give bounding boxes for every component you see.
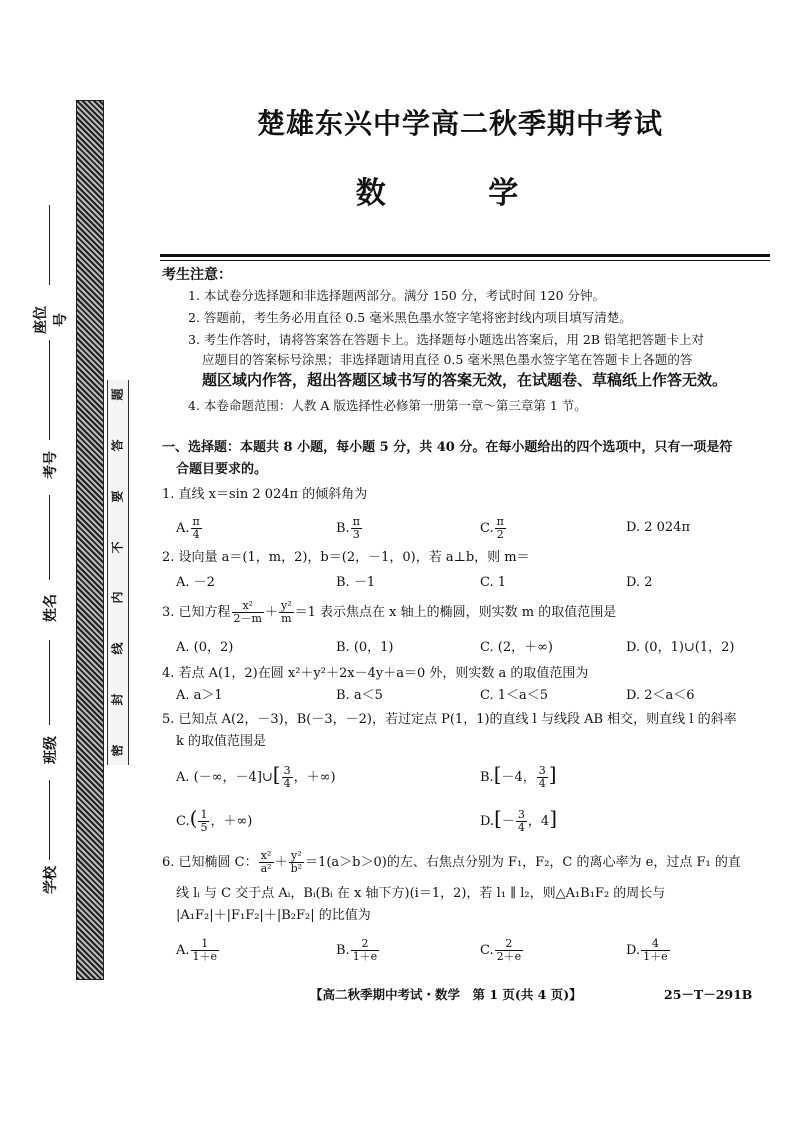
q3-option-b: B. (0，1) xyxy=(336,640,394,655)
numerator: 2 xyxy=(495,938,524,951)
option-text: ，＋∞) xyxy=(210,814,253,829)
fraction xyxy=(259,850,274,875)
q4-option-d: D. 2＜a＜6 xyxy=(626,688,695,703)
q4-option-b: B. a＜5 xyxy=(336,688,383,703)
q4-option-a: A. a＞1 xyxy=(176,688,223,703)
header-rule-thin xyxy=(160,260,770,261)
denominator: 4 xyxy=(538,777,546,790)
q6-option-c xyxy=(480,938,524,963)
denominator: a² xyxy=(260,862,272,875)
seal-char: 封 xyxy=(110,693,125,706)
seal-text xyxy=(107,380,127,765)
section-1-header-cont: 合题目要求的。 xyxy=(176,462,268,477)
q5-option-b: B.[－4， $\frac{3}{4}$ ] xyxy=(480,762,557,790)
option-label: D. xyxy=(626,943,641,958)
note-3-emphasis: 题区域内作答，超出答题区域书写的答案无效，在试题卷、草稿纸上作答无效。 xyxy=(202,371,728,389)
q3-option-a: A. (0，2) xyxy=(176,640,234,655)
numerator: 3 xyxy=(517,808,525,821)
fraction xyxy=(495,516,506,541)
denominator: m xyxy=(281,612,292,625)
fraction xyxy=(641,938,670,963)
q1-stem: 1. 直线 x＝sin 2 024π 的倾斜角为 xyxy=(162,487,368,502)
q2-option-a: A. －2 xyxy=(176,575,215,590)
option-text: ，4 xyxy=(527,814,550,829)
denominator: 2－m xyxy=(233,612,262,625)
note-4: 4. 本卷命题范围：人教 A 版选择性必修第一册第一章～第三章第 1 节。 xyxy=(188,398,587,413)
option-label: C. xyxy=(480,943,494,958)
option-label: A. xyxy=(176,521,190,536)
plus-sign: ＋ xyxy=(264,605,278,620)
q6-stem-line3: |A₁F₂|＋|F₁F₂|＋|B₂F₂| 的比值为 xyxy=(176,908,371,923)
q4-stem: 4. 若点 A(1，2)在圆 x²＋y²＋2x－4y＋a＝0 外，则实数 a 的取值范围为 xyxy=(162,666,589,681)
denominator: 1＋e xyxy=(352,950,378,963)
q3-option-d: D. (0，1)∪(1，2) xyxy=(626,640,735,655)
fraction xyxy=(232,600,264,625)
option-label: C. xyxy=(176,814,190,829)
q1-option-c xyxy=(480,516,507,541)
q6-option-a xyxy=(176,938,220,963)
seal-char: 答 xyxy=(110,439,125,452)
q4-option-c: C. 1＜a＜5 xyxy=(480,688,549,703)
subject-title: 数 学 xyxy=(355,176,565,211)
seat-number-label: 座位号 xyxy=(33,306,69,334)
seat-line xyxy=(49,205,50,285)
q3-stem xyxy=(162,600,616,625)
denominator: 3 xyxy=(352,528,360,541)
seal-char: 线 xyxy=(110,642,125,655)
q1-option-d: D. 2 024π xyxy=(626,520,690,535)
q6-option-d xyxy=(626,938,671,963)
q6-option-b xyxy=(336,938,380,963)
note-2: 2. 答题前，考生务必用直径 0.5 毫米黑色墨水签字笔将密封线内项目填写清楚。 xyxy=(188,310,632,325)
q6-stem-post: ＝1(a＞b＞0)的左、右焦点分别为 F₁，F₂，C 的离心率为 e，过点 F₁ 的直 xyxy=(305,855,741,870)
fraction xyxy=(351,516,362,541)
seal-char: 密 xyxy=(110,744,125,757)
option-text: － xyxy=(501,814,515,829)
numerator: x² xyxy=(259,850,274,863)
q2-option-c: C. 1 xyxy=(480,575,507,590)
class-line xyxy=(49,640,50,725)
paper-code: 25－T－291B xyxy=(664,987,753,1002)
fraction xyxy=(495,938,524,963)
seal-char: 题 xyxy=(110,388,125,401)
numerator: y² xyxy=(281,599,292,612)
seal-char: 内 xyxy=(110,591,125,604)
option-label: B. xyxy=(480,770,494,785)
fraction xyxy=(191,938,220,963)
option-text: A. (－∞，－4]∪ xyxy=(176,770,273,785)
fraction xyxy=(198,809,209,834)
q5-option-c: C.( $\frac{1}{5}$ ，＋∞) xyxy=(176,806,253,834)
option-label: C. xyxy=(480,521,494,536)
name-line xyxy=(49,495,50,580)
q3-stem-pre: 3. 已知方程 xyxy=(162,605,231,620)
school-line xyxy=(49,780,50,860)
seal-char: 要 xyxy=(110,490,125,503)
exam-number-line xyxy=(49,340,50,440)
q3-option-c: C. (2，＋∞) xyxy=(480,640,553,655)
section-1-header: 一、选择题：本题共 8 小题，每小题 5 分，共 40 分。在每小题给出的四个选项中，只有一项是符 xyxy=(162,440,733,455)
page-footer: 【高二秋季期中考试・数学 第 1 页(共 4 页)】 xyxy=(310,987,582,1002)
denominator: 5 xyxy=(200,821,208,834)
numerator: 1 xyxy=(200,808,208,821)
numerator: 1 xyxy=(191,938,220,951)
name-label: 姓名 xyxy=(43,594,59,622)
note-1: 1. 本试卷分选择题和非选择题两部分。满分 150 分，考试时间 120 分钟。 xyxy=(188,288,606,303)
fraction xyxy=(191,516,202,541)
numerator: x² xyxy=(232,600,264,613)
q2-stem: 2. 设向量 a＝(1，m，2)，b＝(2，－1，0)，若 a⊥b，则 m＝ xyxy=(162,550,530,565)
q1-option-b xyxy=(336,516,363,541)
numerator: π xyxy=(496,515,504,528)
q1-option-a xyxy=(176,516,203,541)
denominator: 2 xyxy=(496,528,504,541)
denominator: b² xyxy=(290,862,303,875)
denominator: 1＋e xyxy=(643,950,668,963)
denominator: 4 xyxy=(517,821,525,834)
option-label: D. xyxy=(480,814,495,829)
option-label: B. xyxy=(336,943,350,958)
option-label: A. xyxy=(176,943,190,958)
option-label: B. xyxy=(336,521,350,536)
header-rule xyxy=(160,254,770,257)
q6-stem: 6. 已知椭圆 C： $\frac{\text{x²}}{\text{a²}}$ ＋ $\frac{\text{y²}}{\text{b²}}$ ＝1(a＞b＞0)的左、右焦点分别为 F₁，F₂，C 的离心率为 e，过点 F₁ 的直 xyxy=(162,849,741,875)
fraction xyxy=(351,938,380,963)
note-3: 3. 考生作答时，请将答案答在答题卡上。选择题每小题选出答案后，用 2B 铅笔把答题卡上对 xyxy=(188,332,704,347)
q5-option-a: A. (－∞，－4]∪[ $\frac{3}{4}$ ，＋∞) xyxy=(176,762,336,790)
numerator: π xyxy=(192,515,200,528)
note-3-cont: 应题目的答案标号涂黑；非选择题请用直径 0.5 毫米黑色墨水签字笔在答题卡上各题的答 xyxy=(202,352,693,367)
class-label: 班级 xyxy=(43,736,59,764)
q2-option-d: D. 2 xyxy=(626,575,653,590)
numerator: y² xyxy=(289,850,304,863)
binding-margin-pattern xyxy=(76,100,104,980)
numerator: 4 xyxy=(641,938,670,951)
fraction xyxy=(289,850,304,875)
numerator: 3 xyxy=(283,764,291,777)
notes-heading: 考生注意： xyxy=(162,267,232,283)
option-text: －4， xyxy=(501,770,536,785)
fraction xyxy=(279,600,294,625)
denominator: 1＋e xyxy=(192,950,218,963)
q5-stem: 5. 已知点 A(2，－3)，B(－3，－2)，若过定点 P(1，1)的直线 l 与线段 AB 相交，则直线 l 的斜率 xyxy=(162,712,737,727)
q6-stem-pre: 6. 已知椭圆 C： xyxy=(162,855,258,870)
numerator: 2 xyxy=(351,938,380,951)
denominator: 2＋e xyxy=(496,950,522,963)
exam-title: 楚雄东兴中学高二秋季期中考试 xyxy=(256,107,663,140)
seal-char: 不 xyxy=(110,541,125,554)
exam-number-label: 考号 xyxy=(43,451,59,479)
denominator: 4 xyxy=(283,777,291,790)
numerator: π xyxy=(352,515,360,528)
fraction xyxy=(282,765,293,790)
school-label: 学校 xyxy=(43,866,59,894)
q5-stem-cont: k 的取值范围是 xyxy=(176,734,267,749)
q6-stem-line2: 线 lᵢ 与 C 交于点 Aᵢ，Bᵢ(Bᵢ 在 x 轴下方)(i＝1，2)，若 l₁ ∥ l₂，则△A₁B₁F₂ 的周长与 xyxy=(176,886,666,901)
option-text: ，＋∞) xyxy=(293,770,336,785)
denominator: 4 xyxy=(192,528,200,541)
q3-stem-post: ＝1 表示焦点在 x 轴上的椭圆，则实数 m 的取值范围是 xyxy=(294,605,617,620)
numerator: 3 xyxy=(538,764,546,777)
q2-option-b: B. －1 xyxy=(336,575,376,590)
q5-option-d: D.[－ $\frac{3}{4}$ ，4] xyxy=(480,806,558,834)
fraction xyxy=(516,809,527,834)
fraction xyxy=(537,765,548,790)
